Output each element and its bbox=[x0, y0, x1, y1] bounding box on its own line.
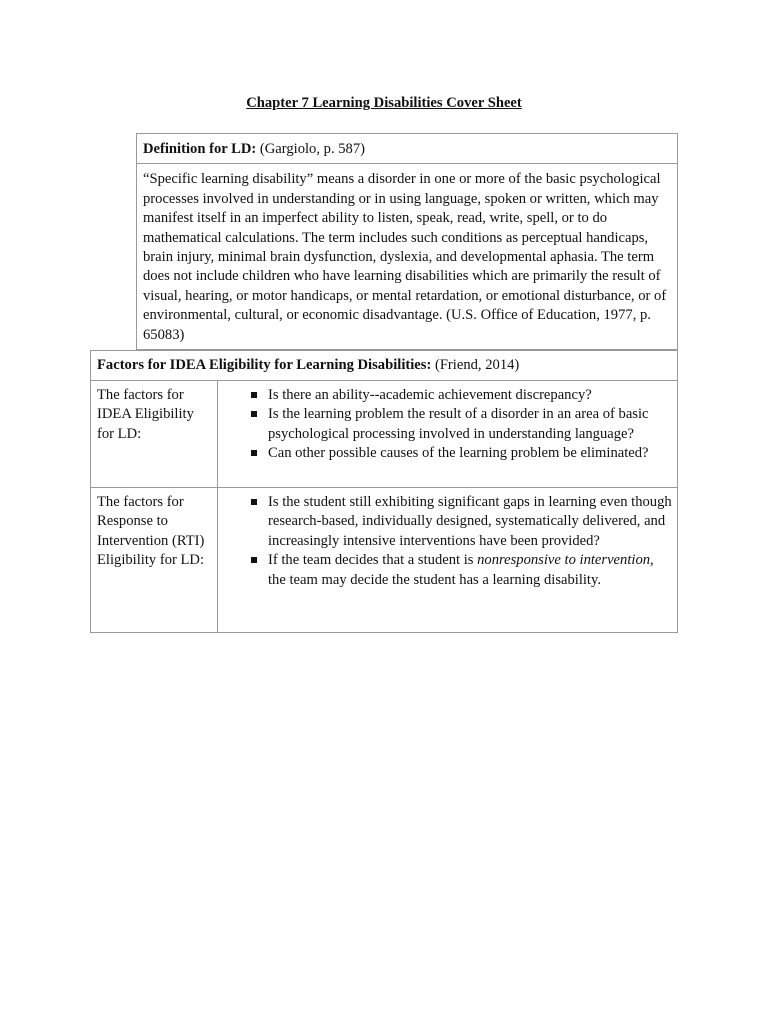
square-bullet-icon bbox=[251, 392, 257, 398]
table-row bbox=[91, 488, 678, 633]
factors-source: (Friend, 2014) bbox=[431, 357, 520, 373]
idea-factors-label: The factors for IDEA Eligibility for LD: bbox=[97, 387, 194, 442]
square-bullet-icon bbox=[251, 450, 257, 456]
list-item-text: Is there an ability--academic achievement discrepancy? bbox=[268, 387, 592, 403]
square-bullet-icon bbox=[251, 411, 257, 417]
list-item-text: , the team may decide the student has a learning disability. bbox=[268, 552, 654, 588]
definition-heading: Definition for LD: bbox=[143, 141, 257, 157]
table-row bbox=[91, 381, 678, 488]
idea-factors-label-cell bbox=[91, 381, 218, 488]
idea-factors-list bbox=[224, 386, 672, 464]
list-item-text: Can other possible causes of the learning problem be eliminated? bbox=[268, 445, 649, 462]
square-bullet-icon bbox=[251, 499, 257, 505]
list-item-text: Is the student still exhibiting significant gaps in learning even though research-based, individually designed, systematically delivered, and increasingly intensive interventions have been provided? bbox=[268, 494, 672, 549]
rti-factors-label: The factors for Response to Intervention (RTI) Eligibility for LD: bbox=[97, 494, 205, 569]
list-item bbox=[224, 493, 672, 551]
idea-factors-list-cell bbox=[218, 381, 678, 488]
rti-factors-label-cell bbox=[91, 488, 218, 633]
rti-factors-list-cell bbox=[218, 488, 678, 633]
square-bullet-icon bbox=[251, 557, 257, 563]
rti-factors-list bbox=[224, 493, 672, 590]
list-item-text: Is the learning problem the result of a disorder in an area of basic psychological processing involved in understanding language? bbox=[268, 406, 649, 442]
list-item bbox=[224, 444, 672, 463]
list-item bbox=[224, 405, 672, 444]
definition-body-cell bbox=[137, 164, 678, 350]
factors-heading-cell bbox=[91, 351, 678, 381]
factors-table bbox=[90, 350, 678, 633]
definition-source: (Gargiolo, p. 587) bbox=[256, 141, 365, 157]
list-item-text: If the team decides that a student is bbox=[268, 552, 478, 569]
page-title: Chapter 7 Learning Disabilities Cover Sheet bbox=[246, 95, 522, 111]
definition-heading-cell bbox=[137, 134, 678, 164]
emphasis-text: nonresponsive to intervention bbox=[477, 552, 651, 569]
list-item bbox=[224, 551, 672, 590]
factors-heading: Factors for IDEA Eligibility for Learning Disabilities: bbox=[97, 357, 432, 373]
definition-table bbox=[136, 133, 678, 350]
list-item bbox=[224, 386, 672, 405]
definition-body: “Specific learning disability” means a disorder in one or more of the basic psychological processes involved in understanding or in using language, spoken or written, which may manifest itself in an imperfect ability to listen, speak, read, write, spell, or to do mathematical calculations. The term includes such conditions as perceptual handicaps, brain injury, minimal brain dysfunction, dyslexia, and developmental aphasia. The term does not include children who have learning disabilities which are primarily the result of visual, hearing, or motor handicaps, or mental retardation, or emotional disturbance, or of environmental, cultural, or economic disadvantage. (U.S. Office of Education, 1977, p. 65083) bbox=[143, 171, 667, 343]
